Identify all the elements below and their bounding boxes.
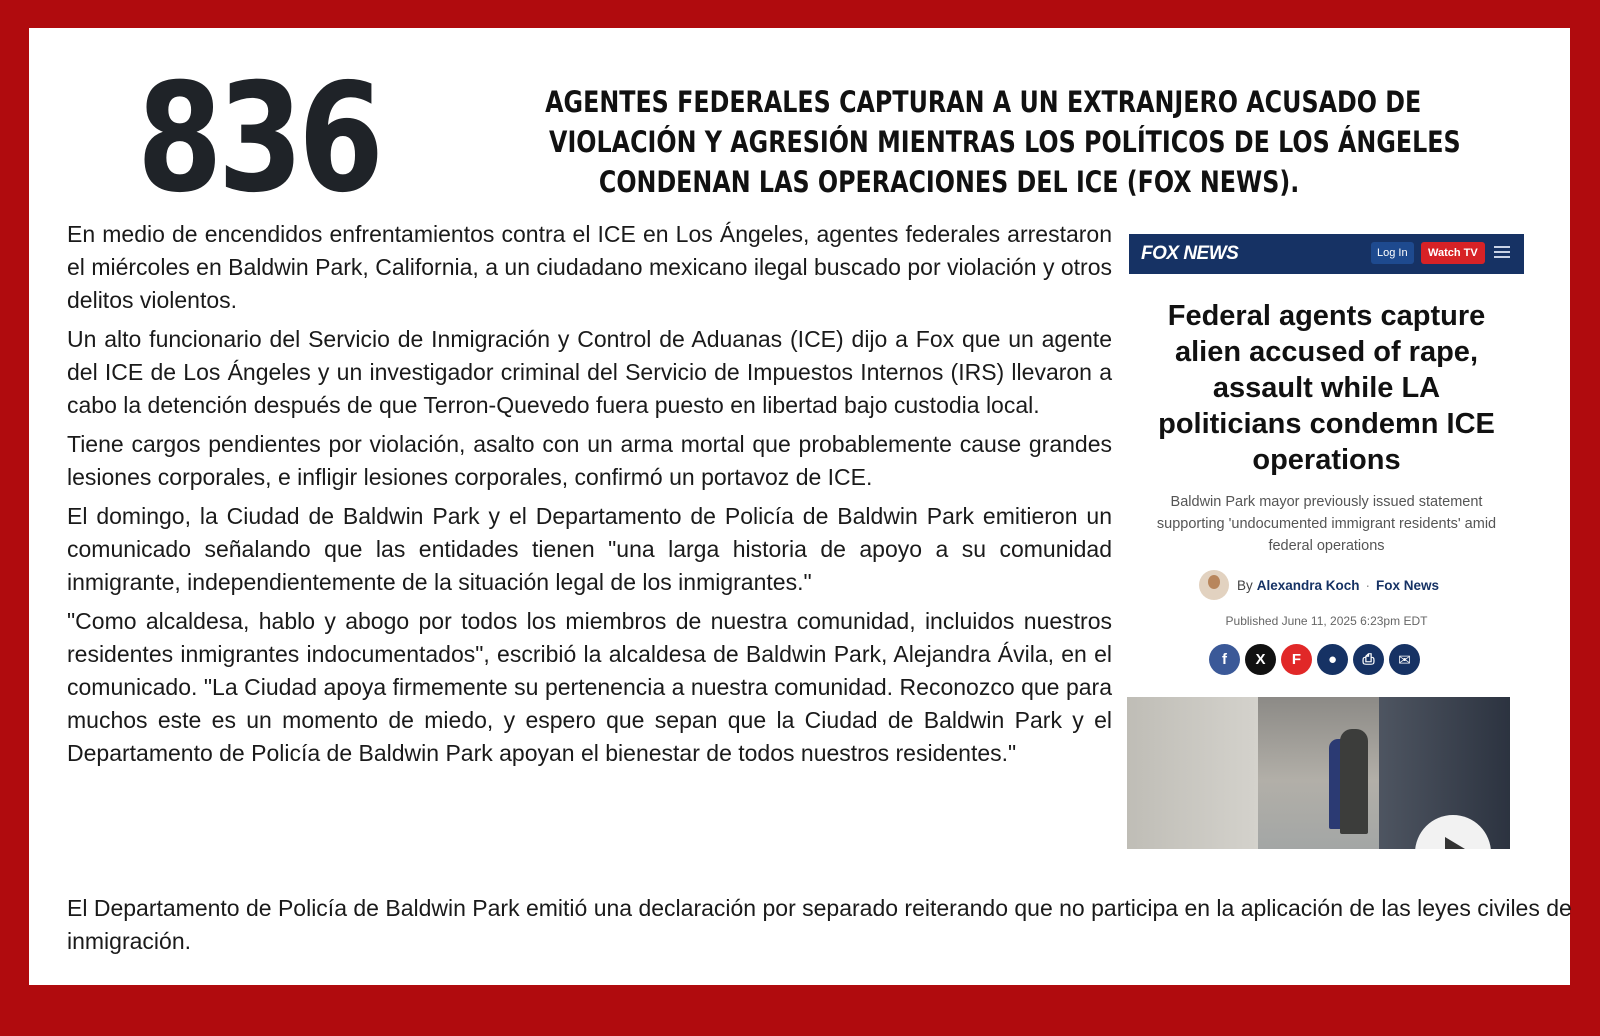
video-thumbnail[interactable] [1127,697,1510,849]
byline-prefix: By [1237,577,1253,593]
watch-tv-button[interactable]: Watch TV [1421,242,1485,264]
page-frame [29,28,1570,985]
paragraph: En medio de encendidos enfrentamientos contra el ICE en Los Ángeles, agentes federales arrestaron el miércoles en Baldwin Park, California, a un ciudadano mexicano ilegal buscado por violación y otros delitos violentos. [67,221,1112,313]
fox-news-header [1129,234,1524,274]
article-body [67,218,1112,776]
author-link[interactable]: Alexandra Koch [1256,577,1360,593]
print-icon[interactable]: ⎙ [1353,644,1384,675]
hamburger-menu-icon[interactable] [1494,246,1510,261]
story-number: 836 [137,52,380,226]
page-title [449,82,1461,202]
video-center-panel [1258,697,1379,849]
byline [1199,568,1479,602]
fox-article-subtitle: Baldwin Park mayor previously issued statement supporting 'undocumented immigrant residents' amid federal operations [1156,494,1497,554]
byline-separator: · [1365,577,1371,593]
login-button[interactable]: Log In [1371,242,1414,264]
email-icon[interactable]: ✉ [1389,644,1420,675]
paragraph: El domingo, la Ciudad de Baldwin Park y el Departamento de Policía de Baldwin Park emitieron un comunicado señalando que las entidades tienen "una larga historia de apoyo a su comunidad inmigrante, independientemente de la situación legal de los inmigrantes." [67,503,1112,595]
video-left-panel [1127,697,1258,849]
author-avatar [1199,570,1229,600]
paragraph: Tiene cargos pendientes por violación, asalto con un arma mortal que probablemente cause grandes lesiones corporales, e infligir lesiones corporales, confirmó un portavoz de ICE. [67,431,1112,490]
headline-line: AGENTES FEDERALES CAPTURAN A UN EXTRANJERO ACUSADO DE [545,85,1422,119]
paragraph: Un alto funcionario del Servicio de Inmigración y Control de Aduanas (ICE) dijo a Fox que un agente del ICE de Los Ángeles y un investigador criminal del Servicio de Impuestos Internos (IRS) llevaron a cabo la detención después de que Terron-Quevedo fuera puesto en libertad bajo custodia local. [67,326,1112,418]
headline-line: VIOLACIÓN Y AGRESIÓN MIENTRAS LOS POLÍTICOS DE LOS ÁNGELES [549,125,1461,159]
flipboard-icon[interactable]: F [1281,644,1312,675]
comment-icon[interactable]: ● [1317,644,1348,675]
fox-article-title: Federal agents capture alien accused of rape, assault while LA politicians condemn ICE operations [1158,300,1495,476]
video-figure [1340,729,1368,834]
headline-line: CONDENAN LAS OPERACIONES DEL ICE (FOX NEWS). [598,165,1300,199]
facebook-icon[interactable]: f [1209,644,1240,675]
x-icon[interactable]: X [1245,644,1276,675]
fox-news-logo[interactable]: FOX NEWS [1141,243,1239,264]
paragraph: "Como alcaldesa, hablo y abogo por todos los miembros de nuestra comunidad, incluidos nuestros residentes inmigrantes indocumentados", escribió la alcaldesa de Baldwin Park, Alejandra Ávila, en el comunicado. "La Ciudad apoya firmemente su pertenencia a nuestra comunidad. Reconozco que para muchos este es un momento de miedo, y espero que sepan que la Ciudad de Baldwin Park y el Departamento de Policía de Baldwin Park apoyan el bienestar de todos nuestros residentes." [67,608,1112,766]
published-date: Published June 11, 2025 6:23pm EDT [1225,614,1428,628]
closing-paragraph: El Departamento de Policía de Baldwin Park emitió una declaración por separado reiterando que no participa en la aplicación de las leyes civiles de inmigración. [67,895,1572,954]
share-buttons [1209,644,1449,676]
source-link[interactable]: Fox News [1376,577,1440,593]
